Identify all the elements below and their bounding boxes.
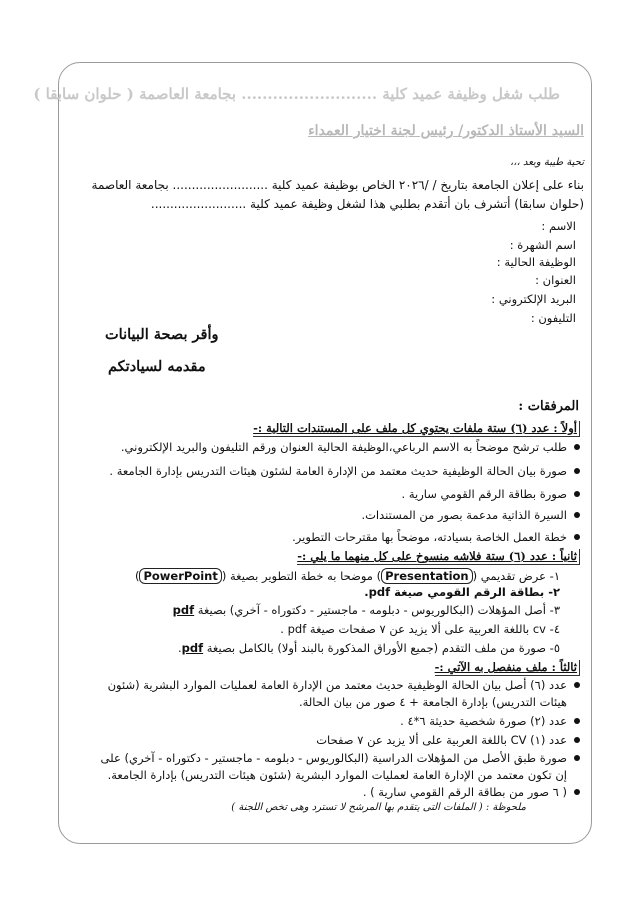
list-item: صورة بطاقة الرقم القومي سارية .	[402, 487, 580, 501]
list-item: ٤- cv باللغة العربية على ألا يزيد عن ٧ صفحات صيغة pdf .	[280, 622, 560, 636]
list-item: ٢- بطاقة الرقم القومي صيغة pdf.	[364, 585, 560, 599]
list-item: صورة طبق الأصل من المؤهلات الدراسية (البكالوريوس - دبلومه - ماجستير - دكتوراه - آخري) على	[101, 751, 580, 765]
section2-heading-text: ثانياً : عدد (٦) ستة فلاشه منسوخ على كل منهما ما يلي :-	[297, 549, 580, 565]
section3-heading-text: ثالثاً : ملف منفصل به الآتي :-	[435, 660, 580, 676]
section3-heading	[435, 660, 580, 674]
name-field: الاسم :	[541, 219, 576, 233]
list-item: ٥- صورة من ملف التقدم (جميع الأوراق المذكورة بالبند أولا) بالكامل بصيغة pdf.	[177, 641, 560, 655]
list-item: صورة بيان الحالة الوظيفية حديث معتمد من الإدارة العامة لشئون هيئات التدريس بإدارة الجامعة .	[109, 464, 580, 478]
list-item: عدد (٢) صورة شخصية حديثة ٦*٤ .	[400, 714, 580, 728]
list-item: ١- عرض تقديمي (Presentation) موضحا به خطة التطوير بصيغة (PowerPoint)	[134, 569, 560, 583]
bullet-icon	[574, 682, 580, 688]
list-item: خطة العمل الخاصة بسيادته، موضحاً بها مقترحات التطوير.	[292, 530, 580, 544]
request-paragraph-line1: بناء على إعلان الجامعة بتاريخ / /٢٠٢٦ الخاص بوظيفة عميد كلية ......................... بجامعة العاصمة	[91, 178, 584, 192]
bullet-icon	[574, 444, 580, 450]
footnote: ملحوظة : ( الملفات التى يتقدم بها المرشح لا تسترد وهى تخص اللجنة )	[231, 802, 526, 813]
bullet-icon	[574, 789, 580, 795]
section1-heading	[253, 421, 580, 435]
list-item: طلب ترشح موضحاً به الاسم الرباعي،الوظيفة الحالية العنوان ورقم التليفون والبريد الإلكتروني.	[121, 440, 580, 454]
current-job-field: الوظيفة الحالية :	[496, 255, 576, 269]
submitted-line: مقدمه لسيادتكم	[108, 358, 206, 375]
list-item: عدد (٦) أصل بيان الحالة الوظيفية حديث معتمد من الإدارة العامة لعمليات الموارد البشرية (شئون	[108, 678, 580, 692]
bullet-icon	[574, 491, 580, 497]
list-item: عدد (١) CV باللغة العربية على ألا يزيد عن ٧ صفحات	[316, 733, 580, 747]
email-field: البريد الإلكتروني :	[491, 292, 576, 306]
list-item-continuation: هيئات التدريس) بإدارة الجامعة + ٤ صور من بيان الحالة.	[298, 695, 567, 709]
list-item: ( ٦ صور من بطاقة الرقم القومي سارية ) .	[363, 785, 580, 799]
bullet-icon	[574, 737, 580, 743]
bullet-icon	[574, 512, 580, 518]
bullet-icon	[574, 718, 580, 724]
document-title: طلب شغل وظيفة عميد كلية .......................... بجامعة العاصمة ( حلوان سابقا )	[33, 85, 560, 103]
address-field: العنوان :	[535, 273, 576, 287]
list-item: ٣- أصل المؤهلات (البكالوريوس - دبلومه - ماجستير - دكتوراه - آخري) بصيغة pdf	[172, 603, 560, 617]
bullet-icon	[574, 534, 580, 540]
greeting: تحية طيبة وبعد ،،،	[510, 157, 584, 168]
list-item: السيرة الذاتية مدعمة بصور من المستندات.	[361, 508, 580, 522]
list-item-continuation: إن تكون معتمد من الإدارة العامة لعمليات الموارد البشرية (شئون هيئات التدريس) بإدارة الجامعة.	[107, 768, 567, 782]
addressee: السيد الأستاذ الدكتور/ رئيس لجنة اختيار العمداء	[308, 123, 584, 139]
declaration-line: وأقر بصحة البيانات	[105, 326, 219, 343]
section1-heading-text: أولاً : عدد (٦) ستة ملفات يحتوي كل ملف على المستندات التالية :-	[253, 421, 580, 437]
presentation-label: Presentation	[381, 568, 473, 584]
attachments-title: المرفقات :	[518, 399, 579, 414]
bullet-icon	[574, 755, 580, 761]
request-paragraph-line2: (حلوان سابقا) أتشرف بان أتقدم بطلبي هذا لشغل وظيفة عميد كلية .........................	[150, 197, 584, 211]
powerpoint-label: PowerPoint	[139, 568, 221, 584]
bullet-icon	[574, 468, 580, 474]
section2-heading	[297, 549, 580, 563]
phone-field: التليفون :	[530, 311, 576, 325]
famous-name-field: اسم الشهرة :	[509, 238, 576, 252]
